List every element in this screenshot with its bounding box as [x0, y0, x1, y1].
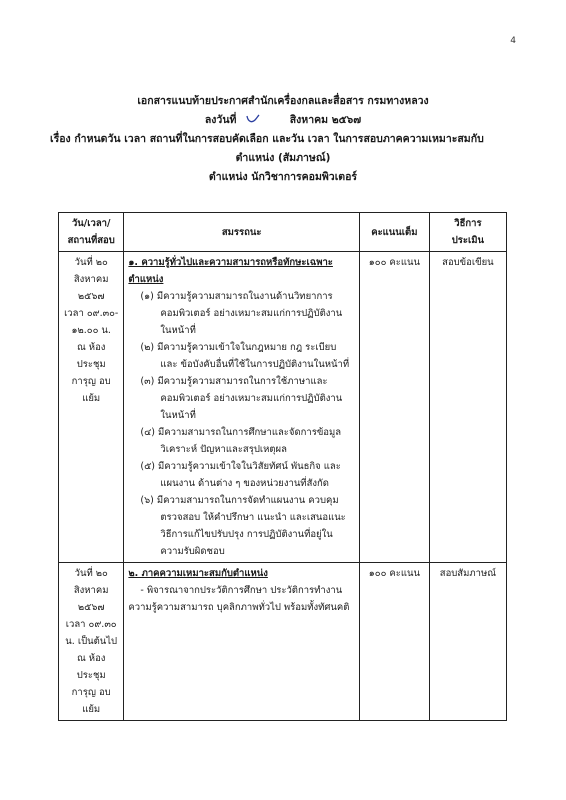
score-cell: ๑๐๐ คะแนน — [359, 252, 429, 563]
method-cell: สอบข้อเขียน — [429, 252, 506, 563]
schedule-line: ณ ห้องประชุม — [76, 653, 106, 681]
header-position: ตำแหน่ง นักวิชาการคอมพิวเตอร์ — [208, 171, 358, 183]
list-item: (๖) มีความสามารถในการจัดทำแผนงาน ควบคุม ตรวจสอบ ให้คำปรึกษา แนะนำ และเสนอแนะวิธีการแก้ไขปรับปรุง การปฏิบัติงานที่อยู่ในความรับผิดชอบ — [140, 495, 346, 557]
schedule-line: ๑๒.๐๐ น. — [71, 325, 111, 336]
competency-cell — [124, 563, 359, 721]
list-item: (๔) มีความสามารถในการศึกษาและจัดการข้อมูล วิเคราะห์ ปัญหาและสรุปเหตุผล — [140, 427, 342, 455]
exam-schedule-table — [58, 212, 507, 721]
competency-cell — [124, 252, 359, 563]
schedule-line: ณ ห้องประชุม — [76, 342, 106, 370]
schedule-line: วันที่ ๒๐ — [74, 257, 108, 268]
header-schedule-line-1: วัน/เวลา/ — [71, 218, 111, 229]
method-cell: สอบสัมภาษณ์ — [429, 563, 506, 721]
schedule-line: เวลา ๐๙.๓๐ — [65, 619, 117, 630]
document-header — [40, 92, 526, 187]
date-prefix: ลงวันที่ — [204, 114, 237, 126]
competency-list — [128, 288, 354, 560]
header-topic-cont: ตำแหน่ง (สัมภาษณ์) — [235, 152, 331, 164]
header-competency: สมรรถนะ — [124, 213, 359, 252]
table-row — [59, 252, 507, 563]
header-topic: เรื่อง กำหนดวัน เวลา สถานที่ในการสอบคัดเลือก และวัน เวลา ในการสอบภาคความเหมาะสมกับ — [50, 133, 484, 145]
section-title: ๒. ภาคความเหมาะสมกับตำแหน่ง — [128, 568, 268, 579]
section-title: ๑. ความรู้ทั่วไปและความสามารถหรือทักษะเฉพาะตำแหน่ง — [128, 257, 333, 285]
list-item: (๒) มีความรู้ความเข้าใจในกฎหมาย กฎ ระเบียบ และ ข้อบังคับอื่นที่ใช้ในการปฏิบัติงานในหน้าที่ — [140, 342, 350, 370]
table-header-row — [59, 213, 507, 252]
header-full-score: คะแนนเต็ม — [359, 213, 429, 252]
schedule-line: สิงหาคม — [73, 585, 109, 596]
schedule-line: ๒๕๖๗ — [77, 602, 105, 613]
list-item: (๑) มีความรู้ความสามารถในงานด้านวิทยาการคอมพิวเตอร์ อย่างเหมาะสมแก่การปฏิบัติงานในหน้าที่ — [140, 291, 343, 336]
score-cell: ๑๐๐ คะแนน — [359, 563, 429, 721]
header-schedule — [59, 213, 124, 252]
schedule-line: วันที่ ๒๐ — [74, 568, 108, 579]
date-month-year: สิงหาคม ๒๕๖๗ — [289, 114, 362, 126]
table-row — [59, 563, 507, 721]
list-item: (๕) มีความรู้ความเข้าใจในวิสัยทัศน์ พันธกิจ และแผนงาน ด้านต่าง ๆ ของหน่วยงานที่สังกัด — [140, 461, 341, 489]
schedule-line: เวลา ๐๙.๓๐- — [64, 308, 119, 319]
schedule-line: สิงหาคม — [73, 274, 109, 285]
header-method — [429, 213, 506, 252]
header-schedule-line-2: สถานที่สอบ — [67, 235, 115, 246]
schedule-cell — [59, 563, 124, 721]
schedule-line: น. เป็นต้นไป — [65, 636, 118, 647]
header-date-line — [40, 111, 526, 130]
section-description: - พิจารณาจากประวัติการศึกษา ประวัติการทำงาน ความรู้ความสามารถ บุคลิกภาพทั่วไป พร้อมทั้งทัศนคติ — [128, 585, 350, 613]
handwritten-day-mark — [246, 114, 260, 124]
header-method-line-1: วิธีการ — [454, 218, 482, 229]
schedule-line: การุญ อบแย้ม — [71, 687, 111, 715]
schedule-line: การุญ อบแย้ม — [71, 376, 111, 404]
header-line-1: เอกสารแนบท้ายประกาศสำนักเครื่องกลและสื่อสาร กรมทางหลวง — [137, 95, 429, 107]
schedule-cell — [59, 252, 124, 563]
schedule-line: ๒๕๖๗ — [77, 291, 105, 302]
page-number: 4 — [510, 36, 516, 46]
list-item: (๓) มีความรู้ความสามารถในการใช้ภาษาและคอมพิวเตอร์ อย่างเหมาะสมแก่การปฏิบัติงานในหน้าที่ — [140, 376, 343, 421]
header-method-line-2: ประเมิน — [451, 235, 485, 246]
